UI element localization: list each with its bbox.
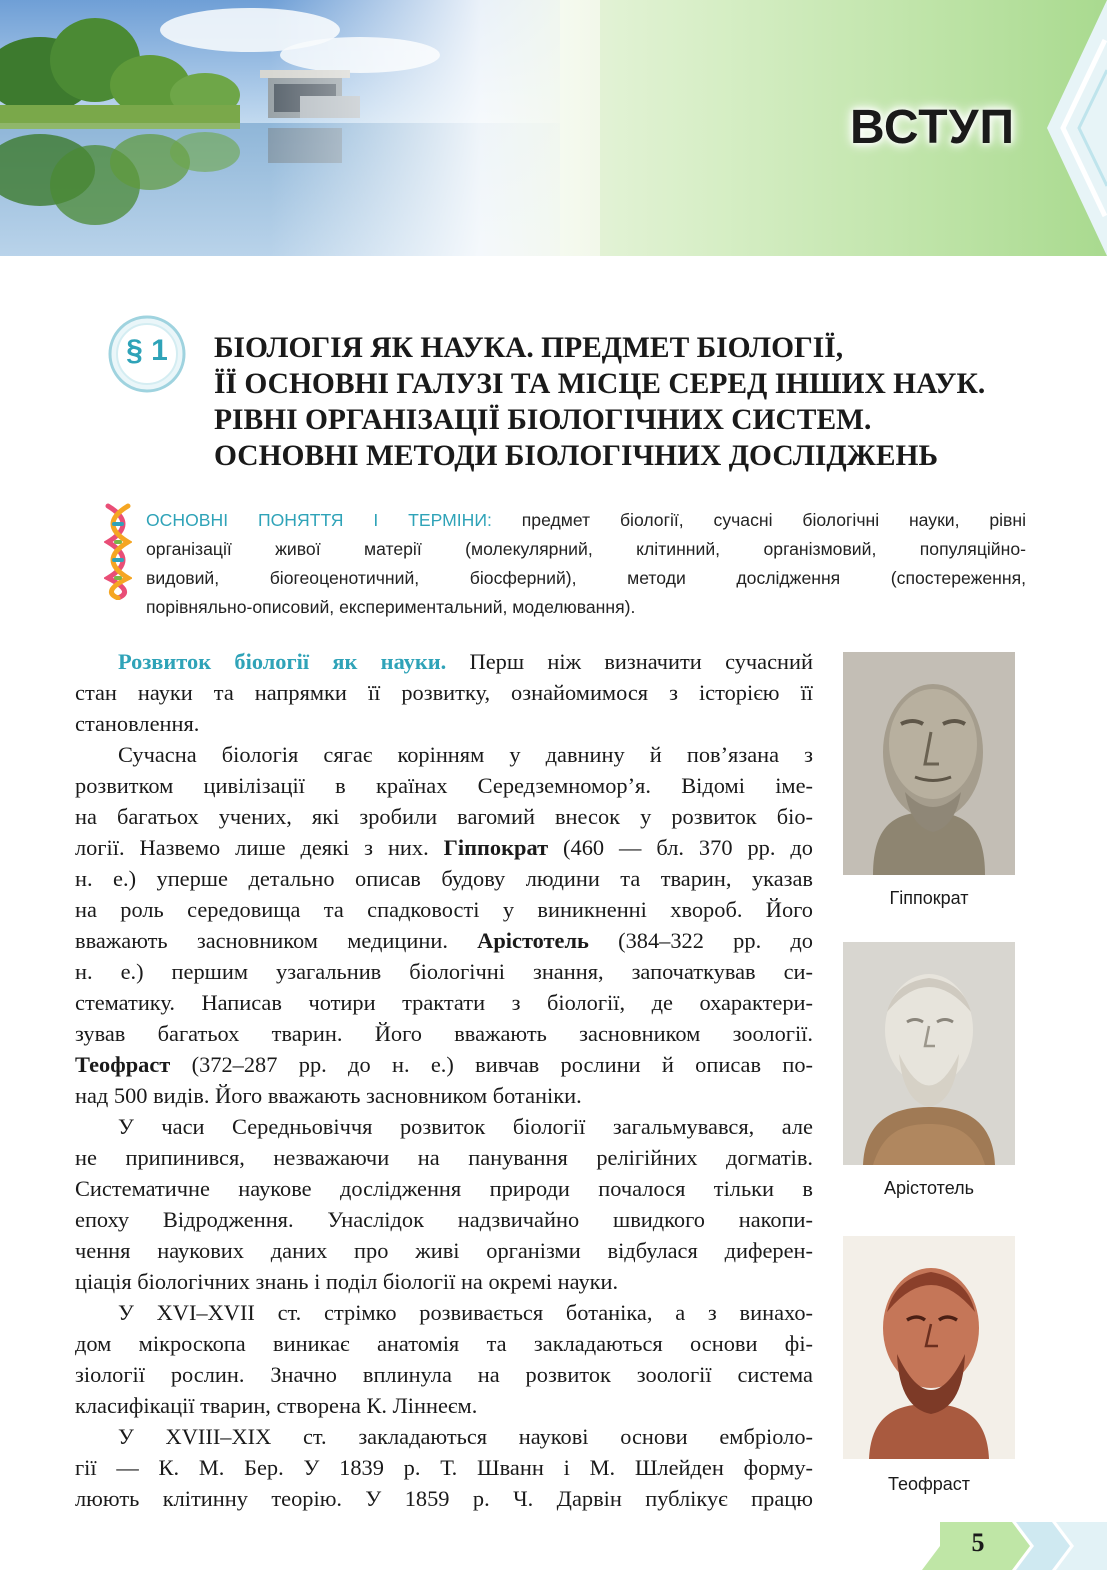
body-line: над 500 видів. Його вважають засновником ботаніки.	[75, 1083, 582, 1108]
paragraph-title-line: ОСНОВНІ МЕТОДИ БІОЛОГІЧНИХ ДОСЛІДЖЕНЬ	[214, 440, 938, 472]
scientist-name: Арістотель	[477, 928, 589, 953]
hippocrates-bust-image	[843, 652, 1015, 875]
body-line: стан науки та напрямки її розвитку, ознайомимося з історією її	[75, 680, 813, 705]
paragraph-number: § 1	[126, 334, 168, 367]
body-line: зіології рослин. Значно вплинула на розвиток зоології система	[75, 1362, 813, 1387]
scientist-name: Теофраст	[75, 1052, 171, 1077]
subsection-heading: Розвиток біології як науки.	[118, 649, 447, 674]
body-line: логії. Назвемо лише деякі з них.	[75, 835, 444, 860]
paragraph-title-line: ЇЇ ОСНОВНІ ГАЛУЗІ ТА МІСЦЕ СЕРЕД ІНШИХ НАУК.	[214, 368, 986, 400]
key-terms-box	[146, 506, 1026, 622]
scientist-name: Гіппократ	[443, 835, 549, 860]
body-line: стематику. Написав чотири трактати з біології, де охарактери-	[75, 990, 813, 1015]
body-line: У XVI–XVII ст. стрімко розвивається ботаніка, а з винахо-	[118, 1300, 813, 1325]
body-line: класифікації тварин, створена К. Ліннеєм.	[75, 1393, 478, 1418]
aristotle-bust-image	[843, 942, 1015, 1165]
theophrastus-bust-image	[843, 1236, 1015, 1459]
body-line: на роль середовища та спадковості у виникненні хвороб. Його	[75, 897, 813, 922]
dna-helix-icon	[104, 502, 132, 600]
body-text	[75, 646, 813, 1514]
body-line: У XVIII–XIX ст. закладаються наукові основи ембріоло-	[118, 1424, 813, 1449]
key-terms-text: предмет біології, сучасні біологічні науки, рівні	[521, 510, 1026, 530]
header-banner	[0, 0, 1107, 256]
photo-fade-overlay	[0, 0, 600, 256]
paragraph-title-line: РІВНІ ОРГАНІЗАЦІЇ БІОЛОГІЧНИХ СИСТЕМ.	[214, 404, 872, 436]
body-line: не припинився, незважаючи на панування релігійних догматів.	[75, 1145, 813, 1170]
key-terms-text: порівняльно-описовий, експериментальний, моделювання).	[146, 597, 636, 617]
key-terms-text: організації живої матерії (молекулярний, клітинний, організмовий, популяційно-	[146, 539, 1026, 559]
paragraph-title	[214, 330, 1034, 474]
key-terms-label: ОСНОВНІ ПОНЯТТЯ І ТЕРМІНИ:	[146, 510, 492, 530]
body-line: епоху Відродження. Унаслідок надзвичайно швидкого накопи-	[75, 1207, 813, 1232]
body-line: вважають засновником медицини.	[75, 928, 478, 953]
body-line: н. е.) уперше детально описав будову людини та тварин, указав	[75, 866, 813, 891]
page-number-decoration-icon	[912, 1520, 1107, 1572]
key-terms-text: видовий, біогеоценотичний, біосферний), методи дослідження (спостереження,	[146, 568, 1026, 588]
chevron-decoration-icon	[1017, 0, 1107, 256]
body-line: чення наукових даних про живі організми відбулася диферен-	[75, 1238, 813, 1263]
body-line: (384–322 рр. до	[588, 928, 813, 953]
body-line: (460 — бл. 370 рр. до	[548, 835, 813, 860]
body-line: становлення.	[75, 711, 200, 736]
body-line: зував багатьох тварин. Його вважають засновником зоології.	[75, 1021, 813, 1046]
body-line: гії — К. М. Бер. У 1839 р. Т. Шванн і М. Шлейден форму-	[75, 1455, 813, 1480]
page-number: 5	[971, 1528, 985, 1557]
body-line: дом мікроскопа виникає анатомія та закладаються основи фі-	[75, 1331, 813, 1356]
body-line: Систематичне наукове дослідження природи почалося тільки в	[75, 1176, 813, 1201]
body-line: на багатьох учених, які зробили вагомий внесок у розвиток біо-	[75, 804, 813, 829]
body-line: У часи Середньовіччя розвиток біології загальмувався, але	[118, 1114, 813, 1139]
paragraph-title-line: БІОЛОГІЯ ЯК НАУКА. ПРЕДМЕТ БІОЛОГІЇ,	[214, 332, 844, 364]
body-line: розвитком цивілізації в країнах Середземномор’я. Відомі іме-	[75, 773, 813, 798]
body-line: люють клітинну теорію. У 1859 р. Ч. Дарвін публікує працю	[75, 1486, 813, 1511]
portrait-caption: Теофраст	[887, 1474, 971, 1494]
body-line: (372–287 рр. до н. е.) вивчав рослини й описав по-	[170, 1052, 813, 1077]
portrait-caption: Арістотель	[883, 1178, 974, 1198]
body-line: Сучасна біологія сягає корінням у давнину й пов’язана з	[118, 742, 813, 767]
body-line: Перш ніж визначити сучасний	[446, 649, 814, 674]
section-title: ВСТУП	[850, 101, 1015, 154]
body-line: ціація біологічних знань і поділ біології на окремі науки.	[75, 1269, 619, 1294]
body-line: н. е.) першим узагальнив біологічні знання, започаткував си-	[75, 959, 813, 984]
portrait-caption: Гіппократ	[889, 888, 969, 908]
